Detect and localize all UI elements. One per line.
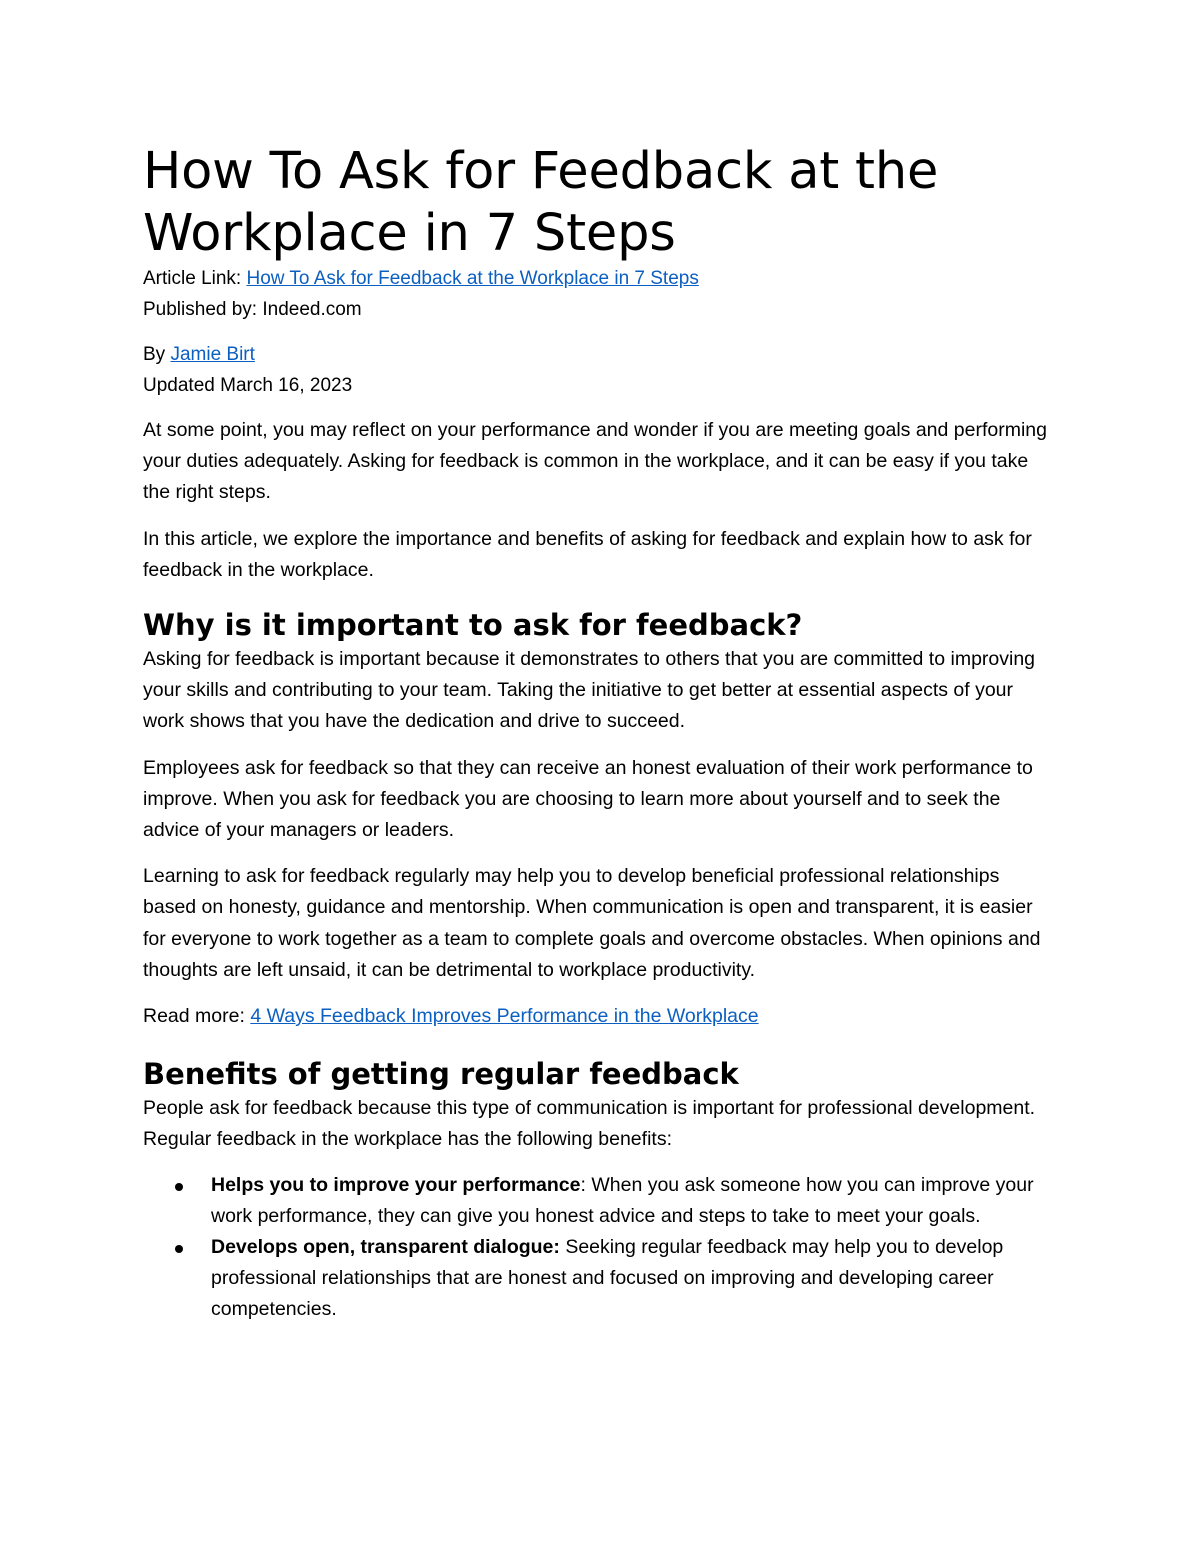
read-more-line <box>143 1001 1052 1032</box>
section-heading-why: Why is it important to ask for feedback? <box>143 608 803 643</box>
bullet-icon <box>175 1245 183 1253</box>
benefits-intro: People ask for feedback because this type of communication is important for professional development. Regular feedback in the workplace has the following benefits: <box>143 1097 1036 1151</box>
byline-label: By <box>143 344 171 365</box>
why-paragraph-3: Learning to ask for feedback regularly may help you to develop beneficial professional relationships based on honesty, guidance and mentorship. When communication is open and transparent, it is easier for everyone to work together as a team to complete goals and overcome obstacles. When opinions and thoughts are left unsaid, it can be detrimental to workplace productivity. <box>143 865 1041 981</box>
intro-paragraph-2: In this article, we explore the importance and benefits of asking for feedback and explain how to ask for feedback in the workplace. <box>143 527 1032 581</box>
benefits-list <box>143 1170 1052 1326</box>
why-paragraph-2: Employees ask for feedback so that they can receive an honest evaluation of their work performance to improve. When you ask for feedback you are choosing to learn more about yourself and to seek the advice of your managers or leaders. <box>143 756 1033 842</box>
byline <box>143 339 1052 370</box>
section-heading-benefits: Benefits of getting regular feedback <box>143 1057 739 1092</box>
benefit-title: Develops open, transparent dialogue: <box>211 1236 560 1259</box>
article-link[interactable]: How To Ask for Feedback at the Workplace in 7 Steps <box>246 268 699 289</box>
published-by: Published by: Indeed.com <box>143 299 362 320</box>
read-more-link[interactable]: 4 Ways Feedback Improves Performance in the Workplace <box>250 1005 759 1028</box>
document-title: How To Ask for Feedback at the Workplace in 7 Steps <box>143 142 939 263</box>
benefit-title: Helps you to improve your performance <box>211 1173 581 1196</box>
why-paragraph-1: Asking for feedback is important because it demonstrates to others that you are committed to improving your skills and contributing to your team. Taking the initiative to get better at essential aspects of your work shows that you have the dedication and drive to succeed. <box>143 648 1036 733</box>
article-link-label: Article Link: <box>143 268 247 289</box>
updated-date: Updated March 16, 2023 <box>143 375 353 396</box>
benefit-item <box>211 1232 1052 1326</box>
author-link[interactable]: Jamie Birt <box>170 344 255 365</box>
intro-paragraph-1: At some point, you may reflect on your performance and wonder if you are meeting goals and performing your duties adequately. Asking for feedback is common in the workplace, and it can be easy if you take the right steps. <box>143 419 1047 504</box>
article-link-line <box>143 263 1052 294</box>
benefit-text: Seeking regular feedback may help you to develop professional relationships that are honest and focused on improving and developing career competencies. <box>211 1236 1004 1321</box>
bullet-icon <box>175 1183 183 1191</box>
benefit-item <box>211 1170 1052 1232</box>
benefit-text: When you ask someone how you can improve your work performance, they can give you honest advice and steps to take to meet your goals. <box>211 1173 1034 1227</box>
read-more-label: Read more: <box>143 1005 251 1028</box>
benefit-separator: : <box>580 1173 586 1196</box>
